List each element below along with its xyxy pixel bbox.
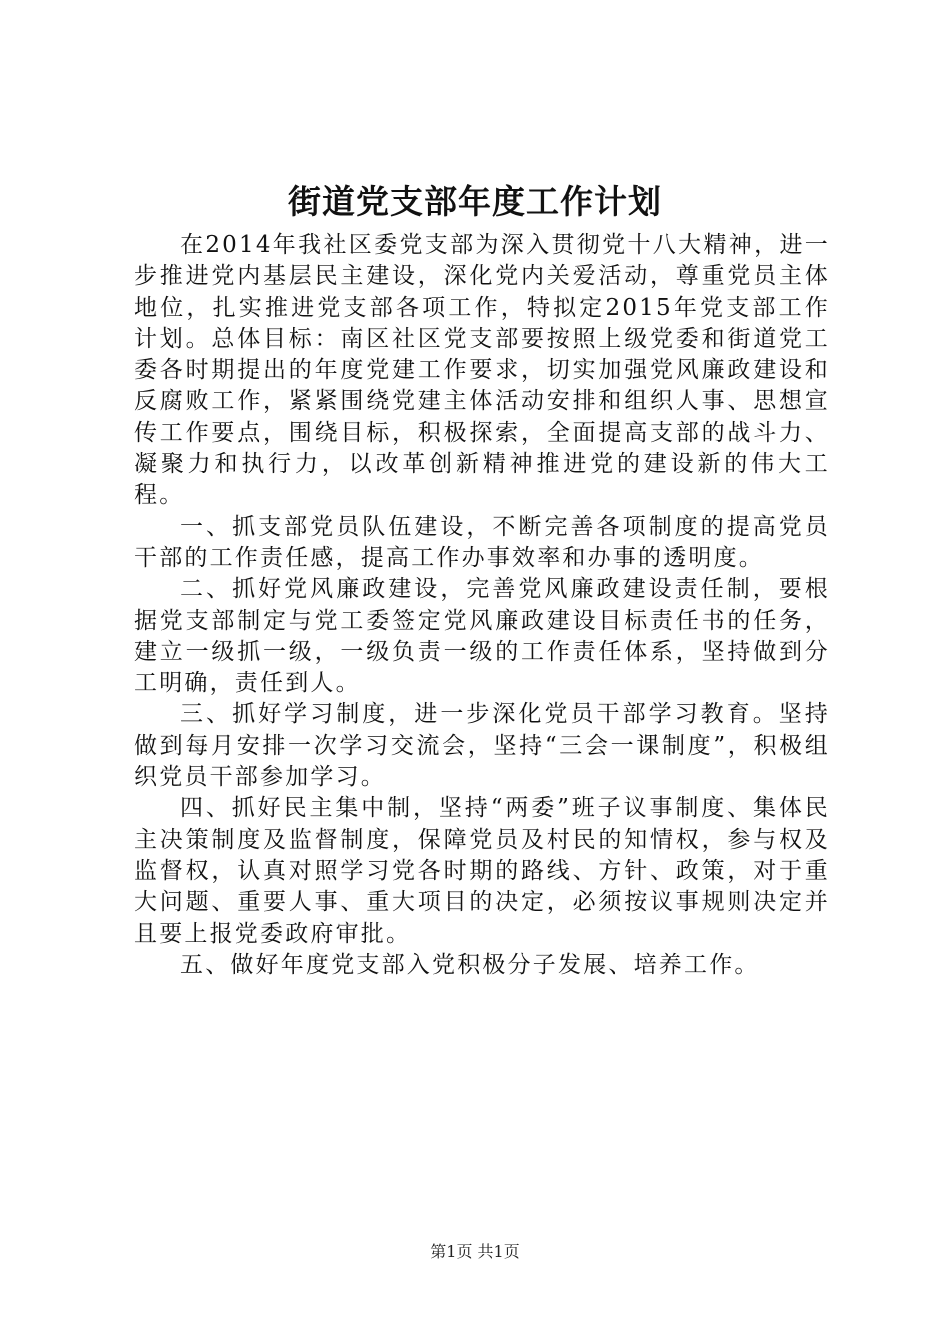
document-title: 街道党支部年度工作计划 bbox=[288, 182, 662, 221]
paragraph-item-1: 一、抓支部党员队伍建设，不断完善各项制度的提高党员干部的工作责任感，提高工作办事效率和办事的透明度。 bbox=[134, 513, 830, 571]
page-footer: 第1页 共1页 bbox=[430, 1242, 520, 1261]
paragraph-item-4: 四、抓好民主集中制，坚持“两委”班子议事制度、集体民主决策制度及监督制度，保障党员及村民的知情权，参与权及监督权，认真对照学习党各时期的路线、方针、政策，对于重大问题、重要人事、重大项目的决定，必须按议事规则决定并且要上报党委政府审批。 bbox=[134, 795, 830, 947]
document-body bbox=[134, 230, 830, 981]
paragraph-item-2: 二、抓好党风廉政建设，完善党风廉政建设责任制，要根据党支部制定与党工委签定党风廉政建设目标责任书的任务，建立一级抓一级，一级负责一级的工作责任体系，坚持做到分工明确，责任到人。 bbox=[134, 576, 830, 697]
paragraph-intro: 在2014年我社区委党支部为深入贯彻党十八大精神，进一步推进党内基层民主建设，深化党内关爱活动，尊重党员主体地位，扎实推进党支部各项工作，特拟定2015年党支部工作计划。总体目标：南区社区党支部要按照上级党委和街道党工委各时期提出的年度党建工作要求，切实加强党风廉政建设和反腐败工作，紧紧围绕党建主体活动安排和组织人事、思想宣传工作要点，围绕目标，积极探索，全面提高支部的战斗力、凝聚力和执行力，以改革创新精神推进党的建设新的伟大工程。 bbox=[134, 232, 830, 509]
paragraph-item-5: 五、做好年度党支部入党积极分子发展、培养工作。 bbox=[180, 951, 760, 978]
paragraph-item-3: 三、抓好学习制度，进一步深化党员干部学习教育。坚持做到每月安排一次学习交流会，坚持“三会一课制度”，积极组织党员干部参加学习。 bbox=[134, 701, 830, 791]
